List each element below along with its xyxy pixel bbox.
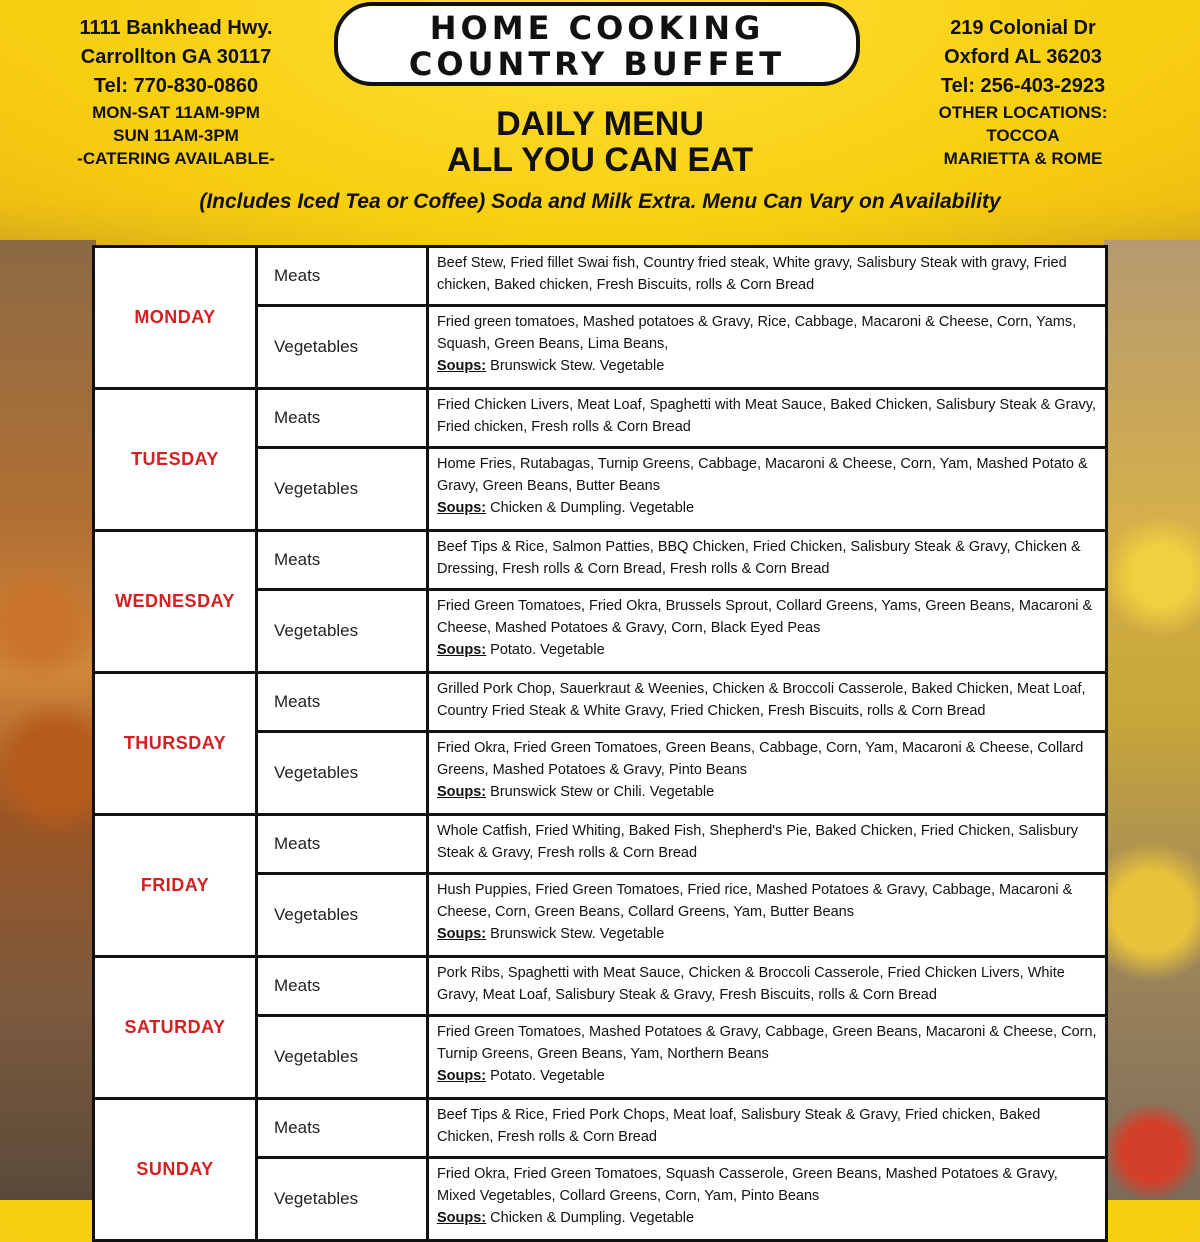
meats-row-monday [94, 247, 1107, 306]
meats-items: Pork Ribs, Spaghetti with Meat Sauce, Chicken & Broccoli Casserole, Fried Chicken Livers, White Gravy, Meat Loaf, Salisbury Steak & Gravy, Fresh Biscuits, rolls & Corn Bread [428, 957, 1107, 1016]
meats-items: Whole Catfish, Fried Whiting, Baked Fish, Shepherd's Pie, Baked Chicken, Fried Chicken, Salisbury Steak & Gravy, Fresh rolls & Corn Bread [428, 815, 1107, 874]
vegetables-items: Home Fries, Rutabagas, Turnip Greens, Cabbage, Macaroni & Cheese, Corn, Yam, Mashed Potato & Gravy, Green Beans, Butter Beans [437, 456, 1088, 494]
city: Oxford AL 36203 [944, 46, 1102, 68]
vegetables-items: Fried green tomatoes, Mashed potatoes & Gravy, Rice, Cabbage, Macaroni & Cheese, Corn, Yams, Squash, Green Beans, Lima Beans, [437, 314, 1077, 352]
day-sunday: SUNDAY [94, 1099, 257, 1241]
meats-items: Fried Chicken Livers, Meat Loaf, Spaghetti with Meat Sauce, Baked Chicken, Salisbury Steak & Gravy, Fried chicken, Fresh rolls & Corn Bread [428, 389, 1107, 448]
vegetables-items: Fried Okra, Fried Green Tomatoes, Squash Casserole, Green Beans, Mashed Potatoes & Gravy, Mixed Vegetables, Collard Greens, Corn, Yam, Pinto Beans [437, 1166, 1058, 1204]
meats-row-sunday [94, 1099, 1107, 1158]
soups-label: Soups: [437, 784, 487, 800]
menu-heading [380, 106, 820, 178]
oxford-location [888, 14, 1158, 170]
vegetables-label: Vegetables [257, 306, 428, 389]
meats-row-friday [94, 815, 1107, 874]
hours-sunday: SUN 11AM-3PM [113, 126, 239, 145]
catering-note: -CATERING AVAILABLE- [77, 149, 275, 168]
soups-line [437, 781, 1099, 803]
soups-label: Soups: [437, 642, 487, 658]
vegetables-label: Vegetables [257, 1016, 428, 1099]
soups-items: Chicken & Dumpling. Vegetable [486, 500, 695, 516]
meats-items: Beef Stew, Fried fillet Swai fish, Country fried steak, White gravy, Salisbury Steak with gravy, Fried chicken, Baked chicken, Fresh Biscuits, rolls & Corn Bread [428, 247, 1107, 306]
vegetables-label: Vegetables [257, 590, 428, 673]
buffet-photo-right [1104, 240, 1200, 1200]
soups-items: Brunswick Stew. Vegetable [486, 358, 665, 374]
meats-items: Beef Tips & Rice, Fried Pork Chops, Meat loaf, Salisbury Steak & Gravy, Fried chicken, Baked Chicken, Fresh rolls & Corn Bread [428, 1099, 1107, 1158]
day-saturday: SATURDAY [94, 957, 257, 1099]
meats-row-saturday [94, 957, 1107, 1016]
vegetables-items: Fried Okra, Fried Green Tomatoes, Green Beans, Cabbage, Corn, Yam, Macaroni & Cheese, Collard Greens, Mashed Potatoes & Gravy, Pinto Beans [437, 740, 1084, 778]
soups-items: Potato. Vegetable [486, 1068, 605, 1084]
vegetables-cell [428, 306, 1107, 389]
logo-line-2: COUNTRY BUFFET [408, 45, 786, 83]
heading-all-you-can-eat: ALL YOU CAN EAT [446, 141, 754, 179]
soups-line [437, 639, 1099, 661]
menu-body [94, 247, 1107, 1241]
vegetables-cell [428, 874, 1107, 957]
heading-daily-menu: DAILY MENU [496, 105, 704, 143]
soups-line [437, 497, 1099, 519]
soups-line [437, 1065, 1099, 1087]
soups-line [437, 1207, 1099, 1229]
restaurant-logo [334, 2, 860, 86]
soups-line [437, 923, 1099, 945]
vegetables-cell [428, 732, 1107, 815]
location-toccoa: TOCCOA [986, 126, 1060, 145]
soups-items: Brunswick Stew or Chili. Vegetable [486, 784, 715, 800]
vegetables-label: Vegetables [257, 448, 428, 531]
vegetables-cell [428, 1016, 1107, 1099]
meats-items: Beef Tips & Rice, Salmon Patties, BBQ Chicken, Fried Chicken, Salisbury Steak & Gravy, Chicken & Dressing, Fresh rolls & Corn Bread, Fresh rolls & Corn Bread [428, 531, 1107, 590]
soups-label: Soups: [437, 1210, 487, 1226]
city: Carrollton GA 30117 [80, 46, 272, 68]
vegetables-items: Fried Green Tomatoes, Fried Okra, Brussels Sprout, Collard Greens, Yams, Green Beans, Macaroni & Cheese, Mashed Potatoes & Gravy, Corn, Black Eyed Peas [437, 598, 1093, 636]
day-wednesday: WEDNESDAY [94, 531, 257, 673]
vegetables-items: Fried Green Tomatoes, Mashed Potatoes & Gravy, Cabbage, Green Beans, Macaroni & Cheese, Corn, Turnip Greens, Green Beans, Yam, Northern Beans [437, 1024, 1097, 1062]
weekly-menu-table [92, 245, 1108, 1242]
logo-line-1: HOME COOKING [429, 9, 765, 47]
meats-label: Meats [257, 531, 428, 590]
meats-label: Meats [257, 247, 428, 306]
location-marietta-rome: MARIETTA & ROME [943, 149, 1103, 168]
meats-row-thursday [94, 673, 1107, 732]
hours-weekday: MON-SAT 11AM-9PM [92, 103, 260, 122]
vegetables-cell [428, 590, 1107, 673]
meats-label: Meats [257, 389, 428, 448]
meats-row-tuesday [94, 389, 1107, 448]
vegetables-cell [428, 448, 1107, 531]
vegetables-cell [428, 1158, 1107, 1241]
soups-line [437, 355, 1099, 377]
soups-label: Soups: [437, 1068, 487, 1084]
vegetables-label: Vegetables [257, 1158, 428, 1241]
carrollton-location [40, 14, 312, 170]
day-friday: FRIDAY [94, 815, 257, 957]
day-thursday: THURSDAY [94, 673, 257, 815]
vegetables-label: Vegetables [257, 732, 428, 815]
meats-label: Meats [257, 673, 428, 732]
meats-label: Meats [257, 957, 428, 1016]
phone: Tel: 770-830-0860 [93, 75, 259, 97]
day-monday: MONDAY [94, 247, 257, 389]
day-tuesday: TUESDAY [94, 389, 257, 531]
meats-items: Grilled Pork Chop, Sauerkraut & Weenies, Chicken & Broccoli Casserole, Baked Chicken, Meat Loaf, Country Fried Steak & White Gravy, Fried Chicken, Fresh Biscuits, rolls & Corn Bread [428, 673, 1107, 732]
street: 1111 Bankhead Hwy. [79, 17, 273, 39]
street: 219 Colonial Dr [950, 17, 1096, 39]
phone: Tel: 256-403-2923 [940, 75, 1106, 97]
vegetables-label: Vegetables [257, 874, 428, 957]
soups-items: Brunswick Stew. Vegetable [486, 926, 665, 942]
meats-label: Meats [257, 1099, 428, 1158]
soups-label: Soups: [437, 926, 487, 942]
soups-label: Soups: [437, 358, 487, 374]
meats-row-wednesday [94, 531, 1107, 590]
soups-items: Chicken & Dumpling. Vegetable [486, 1210, 695, 1226]
soups-items: Potato. Vegetable [486, 642, 605, 658]
other-locations-label: OTHER LOCATIONS: [938, 103, 1108, 122]
vegetables-items: Hush Puppies, Fried Green Tomatoes, Fried rice, Mashed Potatoes & Gravy, Cabbage, Macaroni & Cheese, Corn, Green Beans, Collard Greens, Yam, Butter Beans [437, 882, 1073, 920]
buffet-photo-left [0, 240, 96, 1200]
drink-note: (Includes Iced Tea or Coffee) Soda and Milk Extra. Menu Can Vary on Availability [199, 190, 1001, 213]
soups-label: Soups: [437, 500, 487, 516]
meats-label: Meats [257, 815, 428, 874]
